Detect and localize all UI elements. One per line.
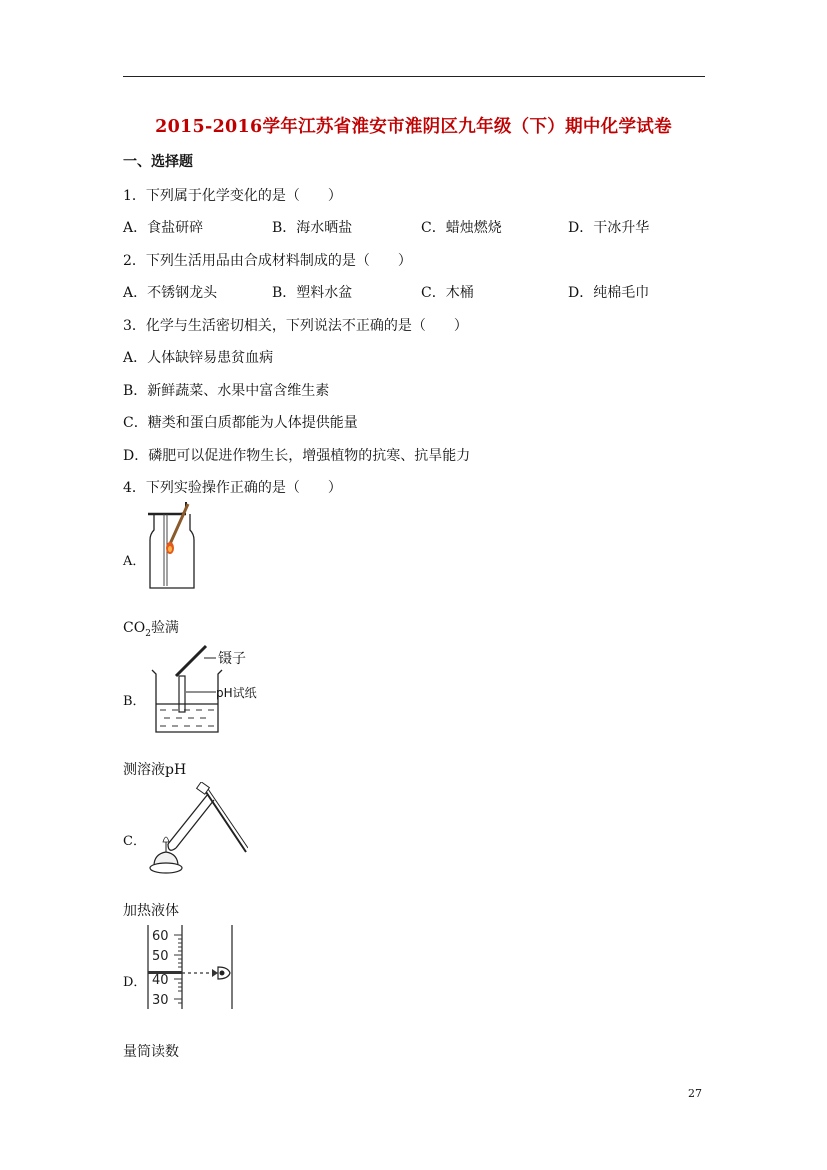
q2-option-c: C．木桶: [421, 285, 474, 301]
question-1-stem: 1．下列属于化学变化的是（ ）: [123, 188, 342, 204]
q4-option-b-caption: 测溶液pH: [123, 762, 187, 778]
q1-option-b: B．海水晒盐: [272, 220, 353, 236]
scale-50: 50: [152, 949, 169, 964]
ph-measure-figure: [146, 640, 268, 736]
q1-option-c: C．蜡烛燃烧: [421, 220, 502, 236]
q1-option-d: D．干冰升华: [568, 220, 650, 236]
q3-option-c: C．糖类和蛋白质都能为人体提供能量: [123, 415, 358, 431]
q3-option-a: A．人体缺锌易患贫血病: [123, 350, 274, 366]
section-heading: 一、选择题: [123, 154, 193, 170]
ph-paper-label: pH试纸: [216, 686, 257, 700]
q1-option-a: A．食盐研碎: [123, 220, 204, 236]
scale-30: 30: [152, 993, 169, 1008]
scale-40: 40: [152, 973, 169, 988]
page-number: 27: [688, 1087, 702, 1100]
q2-option-a: A．不锈钢龙头: [123, 285, 218, 301]
tweezers-label: 镊子: [218, 651, 246, 667]
q3-option-d: D．磷肥可以促进作物生长，增强植物的抗寒、抗旱能力: [123, 448, 471, 464]
q4-option-a-letter: A．: [123, 554, 146, 569]
q3-option-b: B．新鲜蔬菜、水果中富含维生素: [123, 383, 330, 399]
cylinder-reading-figure: [146, 923, 236, 1011]
question-4-stem: 4．下列实验操作正确的是（ ）: [123, 480, 342, 496]
scale-60: 60: [152, 929, 169, 944]
co2-check-figure: [146, 500, 198, 592]
question-3-stem: 3．化学与生活密切相关，下列说法不正确的是（ ）: [123, 318, 468, 334]
q4-option-b-letter: B．: [123, 694, 146, 709]
question-2-stem: 2．下列生活用品由合成材料制成的是（ ）: [123, 253, 412, 269]
q4-option-c-letter: C．: [123, 834, 146, 849]
q4-option-d-letter: D．: [123, 975, 147, 990]
header-rule: [123, 76, 705, 77]
q4-option-a-caption: $CO_2$验满: [123, 620, 179, 639]
q2-option-d: D．纯棉毛巾: [568, 285, 650, 301]
heating-liquid-figure: [146, 782, 248, 878]
q4-option-c-caption: 加热液体: [123, 903, 179, 919]
page-title: 2015-2016学年江苏省淮安市淮阴区九年级（下）期中化学试卷: [155, 117, 672, 137]
q4-option-d-caption: 量筒读数: [123, 1044, 179, 1060]
q2-option-b: B．塑料水盆: [272, 285, 353, 301]
